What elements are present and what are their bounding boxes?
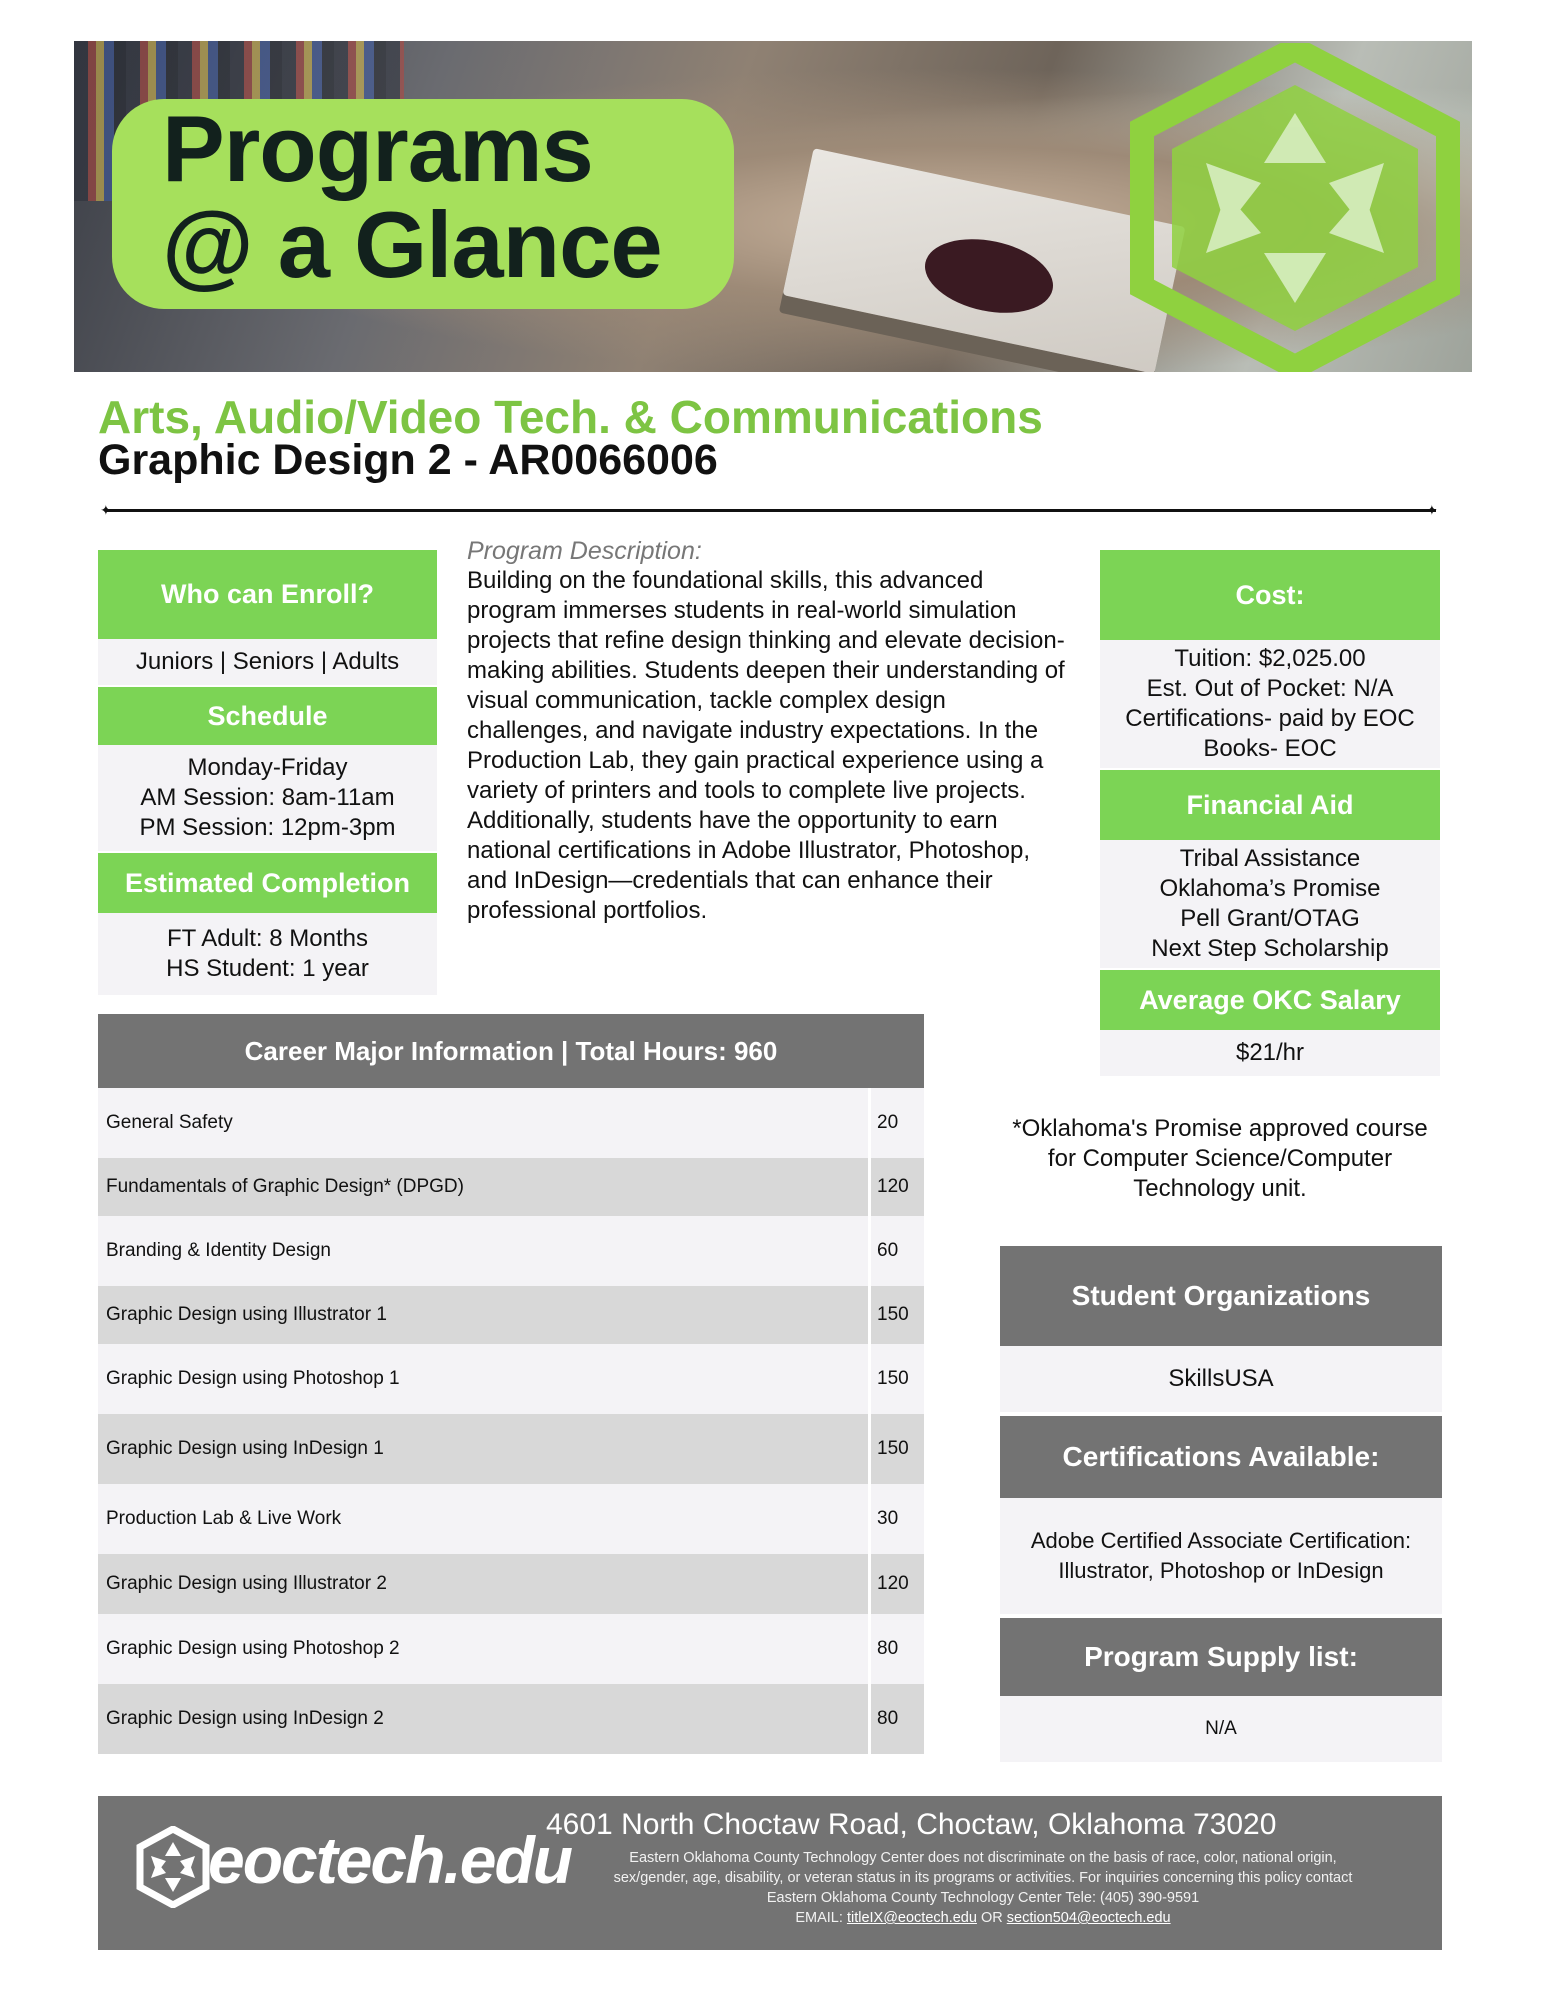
course-hours: 150: [868, 1414, 924, 1484]
financial-aid-line: Next Step Scholarship: [1151, 935, 1389, 962]
financial-aid-line: Pell Grant/OTAG: [1180, 905, 1360, 932]
financial-aid-line: Oklahoma’s Promise: [1159, 875, 1381, 902]
course-hours: 150: [868, 1286, 924, 1344]
certifications-line: Illustrator, Photoshop or InDesign: [1058, 1558, 1384, 1583]
table-row: [98, 1484, 924, 1554]
table-row: [98, 1216, 924, 1286]
student-orgs-heading: Student Organizations: [1000, 1246, 1442, 1346]
email-label: EMAIL:: [795, 1910, 843, 1926]
footer-policy: [538, 1848, 1428, 1928]
divider-end-right-icon: ✦: [1426, 502, 1438, 518]
title-divider: [106, 509, 1436, 512]
financial-aid-body: [1100, 840, 1440, 968]
career-cluster-title: Arts, Audio/Video Tech. & Communications: [98, 391, 1043, 443]
policy-line: Eastern Oklahoma County Technology Center Tele: (405) 390-9591: [766, 1890, 1200, 1906]
supply-list-body: [1000, 1696, 1442, 1762]
schedule-line: Monday-Friday: [187, 754, 348, 781]
career-major-table: [98, 1014, 924, 1754]
table-row: [98, 1088, 924, 1158]
titleix-email-link[interactable]: titleIX@eoctech.edu: [846, 1910, 977, 1926]
course-hours: 20: [868, 1088, 924, 1158]
schedule-heading: Schedule: [98, 687, 437, 745]
course-name: Graphic Design using Illustrator 1: [106, 1304, 387, 1325]
certifications-heading: Certifications Available:: [1000, 1416, 1442, 1498]
course-name: Graphic Design using Illustrator 2: [106, 1573, 387, 1594]
table-row: [98, 1344, 924, 1414]
course-name: Graphic Design using InDesign 2: [106, 1708, 384, 1729]
hero-title-line2: @ a Glance: [162, 192, 662, 297]
section504-email-link[interactable]: section504@eoctech.edu: [1006, 1910, 1171, 1926]
eoc-logo-hexagon-icon: [136, 1826, 210, 1908]
footer-logo-text: eoctech.edu: [208, 1823, 572, 1897]
student-orgs-value: SkillsUSA: [1168, 1365, 1274, 1392]
course-name: General Safety: [106, 1112, 233, 1133]
certifications-line: Adobe Certified Associate Certification:: [1030, 1528, 1412, 1553]
eoc-hexagon-logo-icon: [1126, 43, 1464, 372]
course-name: Fundamentals of Graphic Design* (DPGD): [106, 1176, 464, 1197]
schedule-line: PM Session: 12pm-3pm: [139, 814, 396, 841]
financial-aid-heading: Financial Aid: [1100, 770, 1440, 840]
policy-email-line: [538, 1908, 1428, 1928]
course-hours: 80: [868, 1684, 924, 1754]
salary-body: [1100, 1030, 1440, 1076]
course-name: Graphic Design using Photoshop 2: [106, 1638, 400, 1659]
table-row: [98, 1554, 924, 1614]
completion-body: [98, 913, 437, 995]
schedule-body: [98, 745, 437, 851]
policy-line: Eastern Oklahoma County Technology Center does not discriminate on the basis of race, color, national origin,: [629, 1850, 1337, 1866]
table-row: [98, 1684, 924, 1754]
course-hours: 150: [868, 1344, 924, 1414]
course-hours: 120: [868, 1554, 924, 1614]
divider-end-left-icon: ✦: [100, 502, 112, 518]
completion-heading: Estimated Completion: [98, 853, 437, 913]
table-row: [98, 1414, 924, 1484]
enroll-heading: Who can Enroll?: [98, 550, 437, 639]
footer: [98, 1796, 1442, 1950]
hero-title-line1: Programs: [162, 96, 593, 201]
course-name: Graphic Design using Photoshop 1: [106, 1368, 400, 1389]
completion-line: FT Adult: 8 Months: [167, 925, 368, 952]
course-hours: 120: [868, 1158, 924, 1216]
hero-banner: [74, 41, 1472, 372]
footer-address: 4601 North Choctaw Road, Choctaw, Oklahoma 73020: [546, 1808, 1277, 1841]
supply-list-value: N/A: [1205, 1718, 1237, 1739]
course-hours: 80: [868, 1614, 924, 1684]
hero-title: [162, 96, 762, 297]
table-row: [98, 1286, 924, 1344]
cost-line: Tuition: $2,025.00: [1174, 645, 1366, 672]
enroll-value: [98, 639, 437, 685]
email-or: OR: [980, 1910, 1003, 1926]
schedule-line: AM Session: 8am-11am: [140, 784, 395, 811]
policy-line: sex/gender, age, disability, or veteran status in its programs or activities. For inquiries concerning this policy contact: [613, 1870, 1353, 1886]
oklahoma-promise-note: *Oklahoma's Promise approved course for Computer Science/Computer Technology unit.: [1012, 1115, 1428, 1202]
cost-heading: Cost:: [1100, 550, 1440, 640]
cost-line: Books- EOC: [1203, 735, 1337, 762]
table-row: [98, 1158, 924, 1216]
salary-heading: Average OKC Salary: [1100, 970, 1440, 1030]
salary-value: $21/hr: [1235, 1039, 1305, 1066]
description-text: Building on the foundational skills, this advanced program immerses students in real-world simulation projects that refine design thinking and elevate decision-making abilities. Students deepen their understanding of visual communication, tackle complex design challenges, and navigate industry expectations. In the Production Lab, they gain practical experience using a variety of printers and tools to complete live projects. Additionally, students have the opportunity to earn national certifications in Adobe Illustrator, Photoshop, and InDesign—credentials that can enhance their professional portfolios.: [467, 567, 1065, 924]
cost-body: [1100, 640, 1440, 768]
description-label: Program Description:: [467, 537, 702, 565]
certifications-body: [1000, 1498, 1442, 1614]
course-name: Branding & Identity Design: [106, 1240, 331, 1261]
supply-list-heading: Program Supply list:: [1000, 1618, 1442, 1696]
course-name: Graphic Design using InDesign 1: [106, 1438, 384, 1459]
completion-line: HS Student: 1 year: [166, 955, 369, 982]
enroll-text: Juniors | Seniors | Adults: [135, 648, 400, 675]
career-table-header: Career Major Information | Total Hours: 960: [98, 1014, 924, 1088]
table-row: [98, 1614, 924, 1684]
course-hours: 30: [868, 1484, 924, 1554]
student-orgs-body: [1000, 1346, 1442, 1412]
cost-line: Certifications- paid by EOC: [1125, 705, 1415, 732]
course-hours: 60: [868, 1216, 924, 1286]
course-name: Production Lab & Live Work: [106, 1508, 342, 1529]
cost-line: Est. Out of Pocket: N/A: [1146, 675, 1394, 702]
financial-aid-line: Tribal Assistance: [1179, 845, 1361, 872]
program-title: Graphic Design 2 - AR0066006: [98, 436, 718, 484]
